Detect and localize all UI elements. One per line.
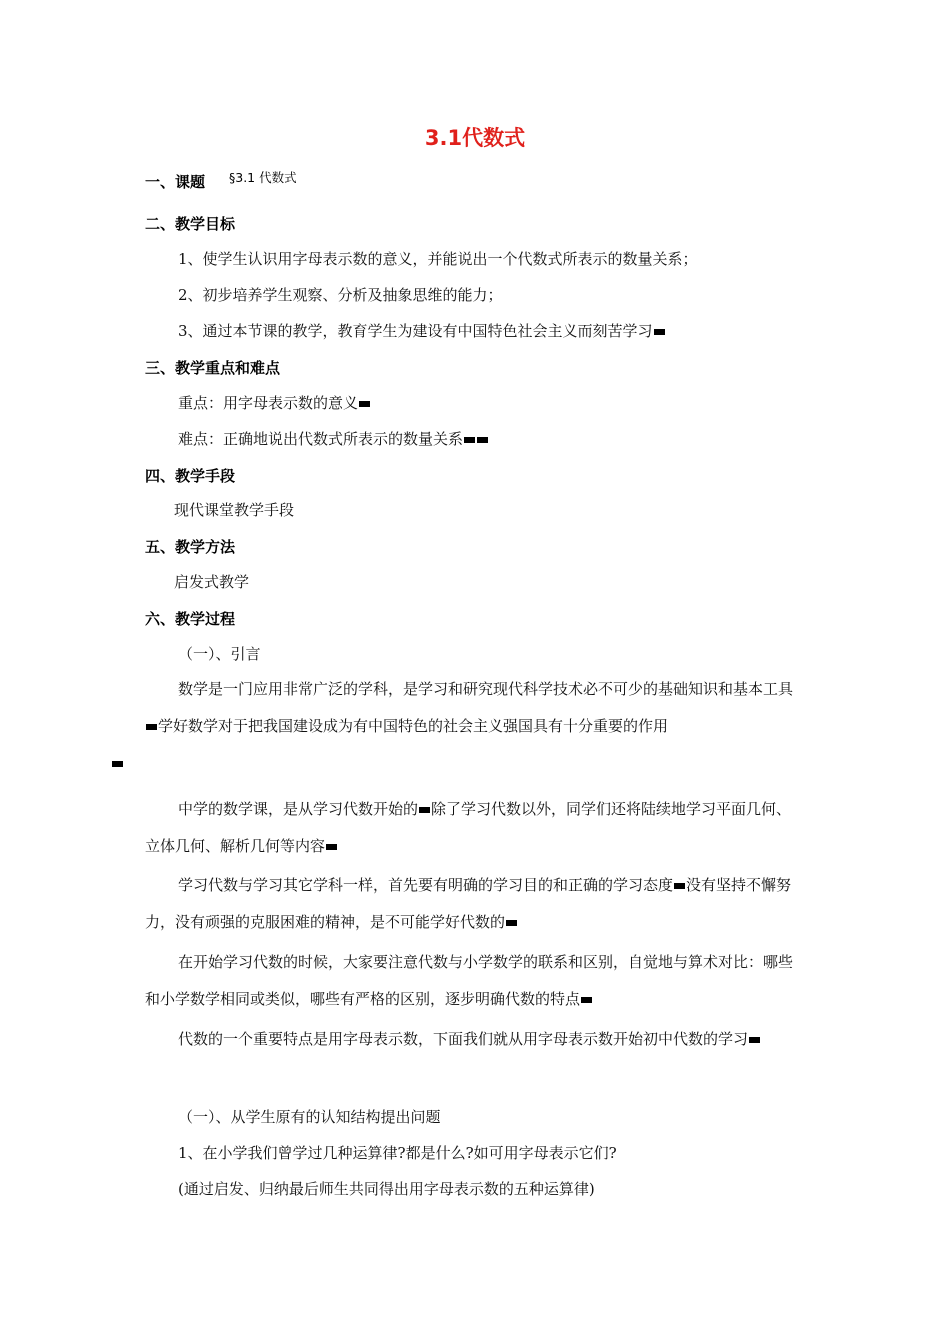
paragraph-1: 数学是一门应用非常广泛的学科，是学习和研究现代科学技术必不可少的基础知识和基本工具学好数学对于把我国建设成为有中国特色的社会主义强国具有十分重要的作用 <box>145 671 805 782</box>
key-point: 重点：用字母表示数的意义 <box>178 393 371 413</box>
paragraph-5: 代数的一个重要特点是用字母表示数，下面我们就从用字母表示数开始初中代数的学习 <box>145 1021 805 1058</box>
end-mark <box>674 883 685 889</box>
intro-heading: （一）、引言 <box>178 645 261 663</box>
paragraph-2: 中学的数学课，是从学习代数开始的 除了学习代数以外，同学们还将陆续地学习平面几何、立体几何、解析几何等内容 <box>145 800 792 855</box>
document-title: 3.1代数式 <box>424 126 526 150</box>
goal-item-2: 2、初步培养学生观察、分析及抽象思维的能力； <box>178 286 503 304</box>
teaching-means: 现代课堂教学手段 <box>174 501 295 519</box>
end-mark <box>146 724 157 730</box>
end-mark <box>477 437 488 443</box>
difficult-point: 难点：正确地说出代数式所表示的数量关系 <box>178 429 489 449</box>
goal-item-1: 1、使学生认识用字母表示数的意义，并能说出一个代数式所表示的数量关系； <box>178 250 698 268</box>
section-6-heading: 六、教学过程 <box>145 610 236 628</box>
section-5-heading: 五、教学方法 <box>145 538 236 556</box>
end-mark <box>326 844 337 850</box>
end-mark <box>419 807 430 813</box>
lesson-subject: §3.1 代数式 <box>229 170 297 185</box>
part-2-heading: （一）、从学生原有的认知结构提出问题 <box>178 1108 441 1126</box>
question-1: 1、在小学我们曾学过几种运算律?都是什么?如可用字母表示它们? <box>178 1144 617 1162</box>
end-mark <box>749 1037 760 1043</box>
end-mark <box>506 920 517 926</box>
question-1-note: (通过启发、归纳最后师生共同得出用字母表示数的五种运算律) <box>178 1180 595 1198</box>
section-3-heading: 三、教学重点和难点 <box>145 359 281 377</box>
goal-item-3: 3、通过本节课的教学，教育学生为建设有中国特色社会主义而刻苦学习 <box>178 321 666 341</box>
end-mark <box>112 761 123 767</box>
paragraph-4: 在开始学习代数的时候，大家要注意代数与小学数学的联系和区别，自觉地与算术对比：哪些和小学数学相同或类似，哪些有严格的区别，逐步明确代数的特点 <box>145 953 794 1008</box>
end-mark <box>464 437 475 443</box>
end-mark <box>359 401 370 407</box>
section-1-heading: 一、课题 <box>145 173 206 191</box>
end-mark <box>654 329 665 335</box>
paragraph-3: 学习代数与学习其它学科一样，首先要有明确的学习目的和正确的学习态度 没有坚持不懈努力，没有顽强的克服困难的精神，是不可能学好代数的 <box>145 876 792 931</box>
section-2-heading: 二、教学目标 <box>145 215 236 233</box>
section-4-heading: 四、教学手段 <box>145 467 236 485</box>
teaching-method: 启发式教学 <box>174 573 250 591</box>
end-mark <box>581 997 592 1003</box>
